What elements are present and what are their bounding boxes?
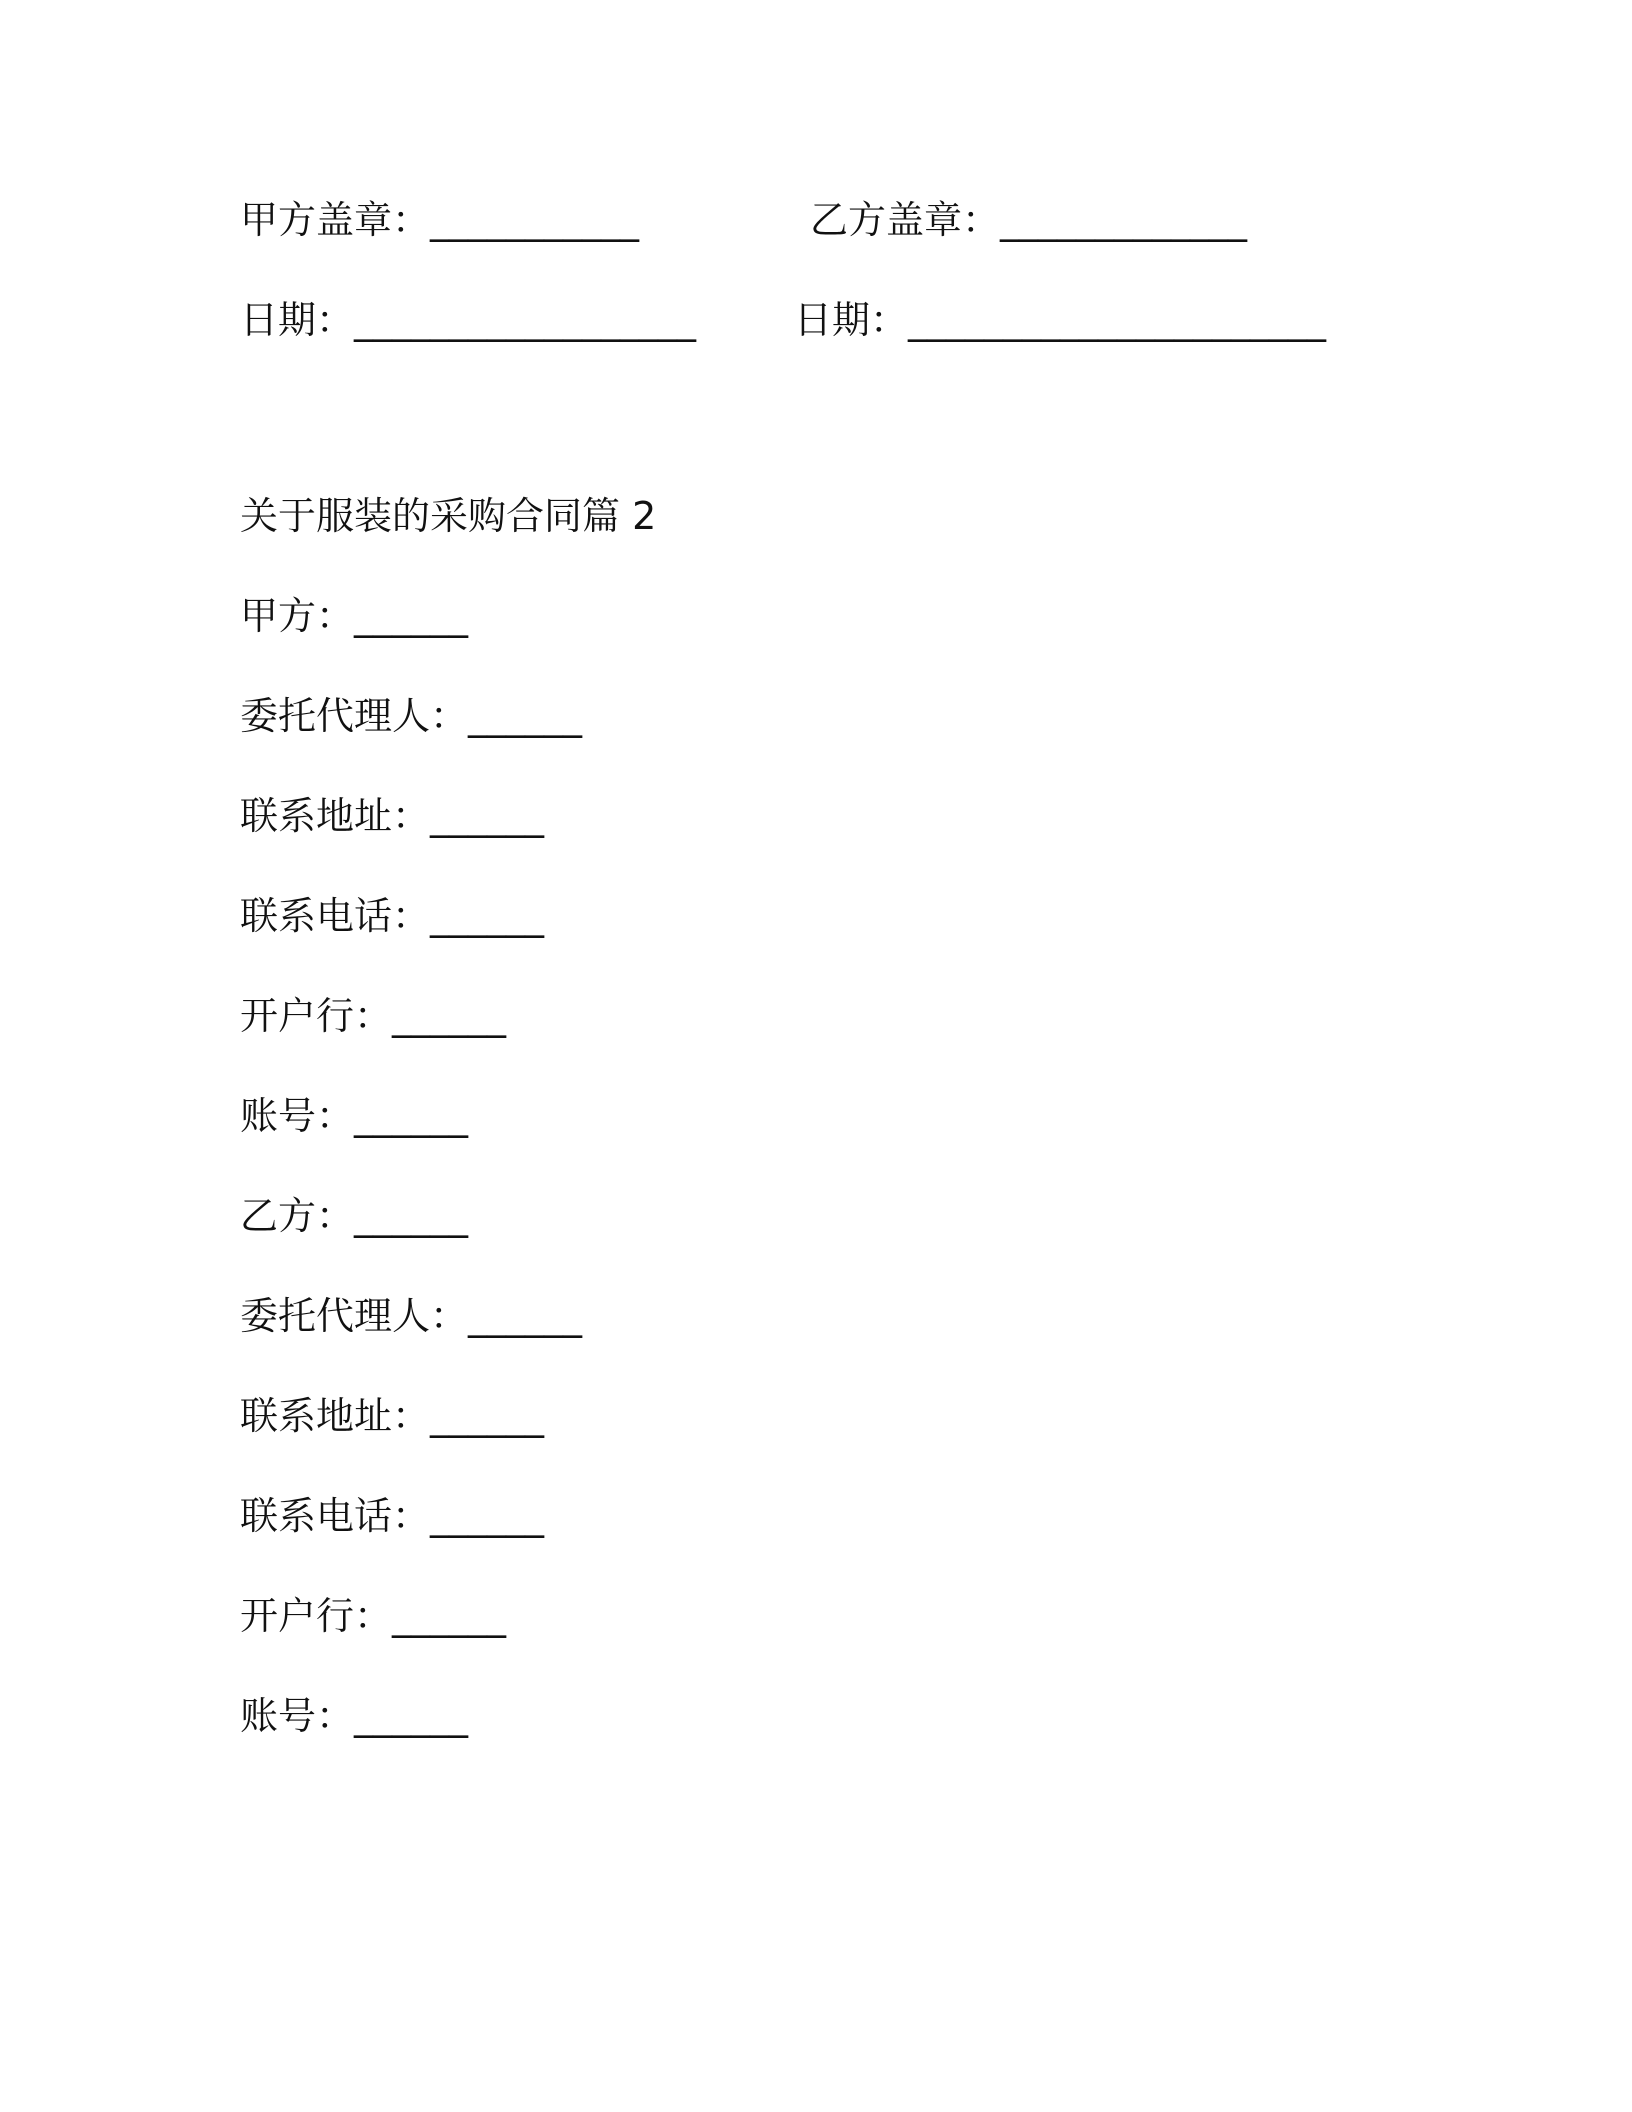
- field-line: [240, 692, 582, 740]
- field-blank: ______: [354, 1694, 469, 1738]
- field-line: [240, 992, 506, 1040]
- party-a-date-blank: __________________: [354, 298, 697, 342]
- field-blank: ______: [430, 1494, 545, 1538]
- field-label: 委托代理人：: [240, 1294, 469, 1338]
- field-label: 甲方：: [240, 594, 355, 638]
- field-line: [240, 792, 544, 840]
- field-line: [240, 592, 468, 640]
- field-blank: ______: [468, 1294, 583, 1338]
- field-blank: ______: [354, 594, 469, 638]
- field-label: 开户行：: [240, 994, 393, 1038]
- party-b-date-blank: ______________________: [908, 298, 1327, 342]
- field-line: [240, 1292, 582, 1340]
- field-line: [240, 1192, 468, 1240]
- field-label: 账号：: [240, 1094, 355, 1138]
- date-row: [240, 296, 1400, 344]
- field-line: [240, 1392, 544, 1440]
- field-label: 联系地址：: [240, 794, 431, 838]
- field-label: 联系电话：: [240, 894, 431, 938]
- party-a-date: [240, 296, 696, 344]
- field-label: 联系电话：: [240, 1494, 431, 1538]
- field-blank: ______: [430, 794, 545, 838]
- field-line: [240, 1692, 468, 1740]
- field-blank: ______: [354, 1194, 469, 1238]
- party-a-seal-label: 甲方盖章：: [240, 198, 431, 242]
- party-a-seal: [240, 196, 639, 244]
- field-line: [240, 1592, 506, 1640]
- field-line: [240, 1092, 468, 1140]
- party-b-seal: [810, 196, 1247, 244]
- field-blank: ______: [468, 694, 583, 738]
- party-b-date: [794, 296, 1326, 344]
- field-label: 开户行：: [240, 1594, 393, 1638]
- field-label: 账号：: [240, 1694, 355, 1738]
- party-a-date-label: 日期：: [240, 298, 355, 342]
- field-blank: ______: [354, 1094, 469, 1138]
- field-label: 乙方：: [240, 1194, 355, 1238]
- section-title: 关于服装的采购合同篇 2: [240, 494, 657, 538]
- field-blank: ______: [392, 994, 507, 1038]
- party-b-seal-blank: _____________: [1000, 198, 1248, 242]
- field-blank: ______: [430, 1394, 545, 1438]
- party-b-seal-label: 乙方盖章：: [810, 198, 1001, 242]
- seal-row: [240, 196, 1400, 244]
- party-b-date-label: 日期：: [794, 298, 909, 342]
- field-blank: ______: [430, 894, 545, 938]
- field-line: [240, 1492, 544, 1540]
- field-line: [240, 892, 544, 940]
- party-a-seal-blank: ___________: [430, 198, 640, 242]
- field-label: 委托代理人：: [240, 694, 469, 738]
- field-label: 联系地址：: [240, 1394, 431, 1438]
- field-blank: ______: [392, 1594, 507, 1638]
